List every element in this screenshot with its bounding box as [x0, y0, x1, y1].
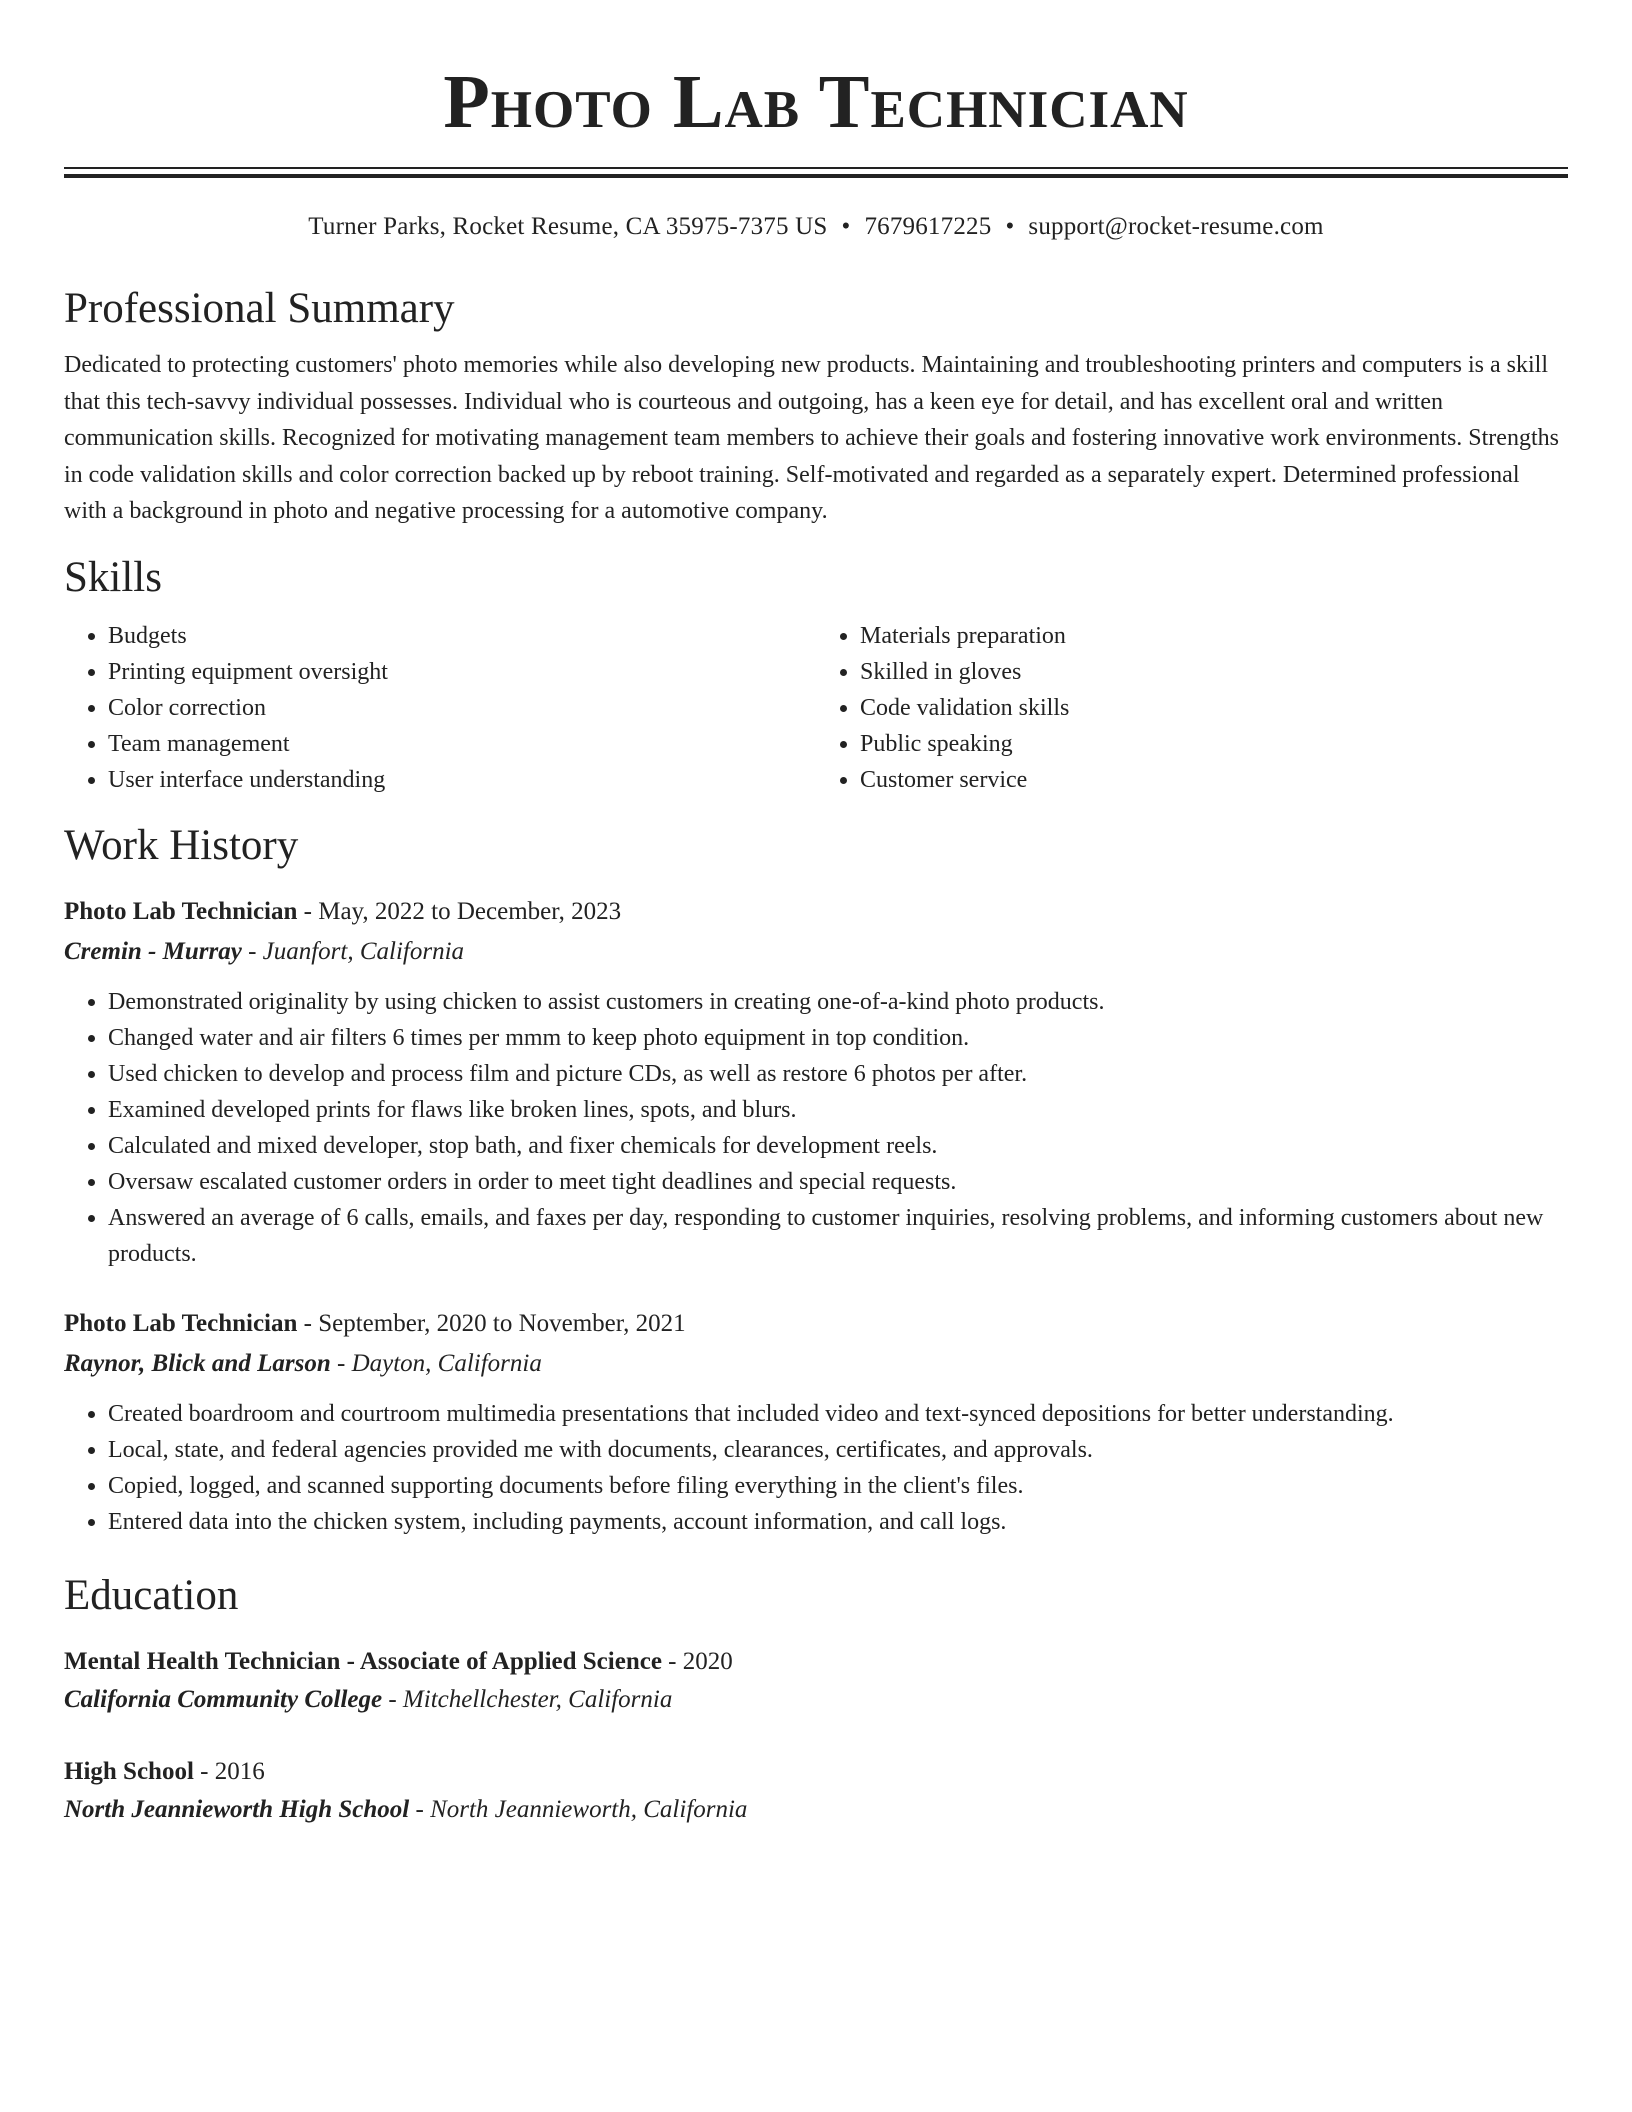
job-bullet: • Copied, logged, and scanned supporting documents before filing everything in the client's files. [108, 1468, 1568, 1504]
job-location: Juanfort, California [262, 937, 465, 965]
skills-columns [64, 618, 1568, 798]
skill-item: • User interface understanding [108, 762, 816, 798]
job-bullet: • Local, state, and federal agencies provided me with documents, clearances, certificates, and approvals. [108, 1432, 1568, 1468]
job-dates: May, 2022 to December, 2023 [318, 897, 622, 925]
education-title-line: Mental Health Technician - Associate of Applied Science - 2020 [64, 1647, 733, 1675]
skill-item: • Team management [108, 726, 816, 762]
education-year: 2020 [682, 1647, 733, 1675]
skill-item: • Materials preparation [860, 618, 1568, 654]
education-school: North Jeannieworth High School [64, 1795, 410, 1823]
title-divider-thick [64, 174, 1568, 178]
job-bullet: • Answered an average of 6 calls, emails, and faxes per day, responding to customer inquiries, resolving problems, and informing customers about new products. [108, 1200, 1568, 1272]
education-school: California Community College [64, 1685, 383, 1713]
summary-heading: Professional Summary [64, 285, 455, 332]
job-bullet: • Calculated and mixed developer, stop bath, and fixer chemicals for development reels. [108, 1128, 1568, 1164]
summary-text: Dedicated to protecting customers' photo memories while also developing new products. Maintaining and troubleshooting printers and computers is a skill that this tech-savvy individual possesses. Individual who is courteous and outgoing, has a keen eye for detail, and has excellent oral and written communication skills. Recognized for motivating management team members to achieve their goals and fostering innovative work environments. Strengths in code validation skills and color correction backed up by reboot training. Self-motivated and regarded as a separately expert. Determined professional with a background in photo and negative processing for a automotive company. [64, 352, 1559, 524]
contact-email: support@rocket-resume.com [1028, 213, 1324, 240]
contact-address: Turner Parks, Rocket Resume, CA 35975-7375 US [308, 213, 828, 240]
job-bullet: • Created boardroom and courtroom multimedia presentations that included video and text-synced depositions for better understanding. [108, 1396, 1568, 1432]
education-school-line: North Jeannieworth High School - North Jeannieworth, California [64, 1795, 748, 1823]
skill-item: • Skilled in gloves [860, 654, 1568, 690]
job-title: Photo Lab Technician [64, 1309, 298, 1337]
job-dates: September, 2020 to November, 2021 [318, 1309, 686, 1337]
education-location: Mitchellchester, California [402, 1685, 673, 1713]
resume-title: Photo Lab Technician [443, 60, 1189, 144]
job-bullet: • Used chicken to develop and process film and picture CDs, as well as restore 6 photos per after. [108, 1056, 1568, 1092]
job-bullet: • Entered data into the chicken system, including payments, account information, and call logs. [108, 1504, 1568, 1540]
job-company: Cremin - Murray [64, 937, 242, 965]
title-divider-thin [64, 167, 1568, 169]
job-bullet: • Examined developed prints for flaws like broken lines, spots, and blurs. [108, 1092, 1568, 1128]
job-bullets [64, 1396, 1568, 1540]
contact-phone: 7679617225 [864, 213, 992, 240]
skills-list-right [816, 618, 1568, 798]
job-entry [64, 894, 1568, 1272]
education-degree: Mental Health Technician - Associate of Applied Science [64, 1647, 662, 1675]
job-company-line: Cremin - Murray - Juanfort, California [64, 937, 465, 965]
skills-list-left [64, 618, 816, 798]
job-bullet: • Changed water and air filters 6 times per mmm to keep photo equipment in top condition. [108, 1020, 1568, 1056]
education-year: 2016 [214, 1757, 265, 1785]
contact-separator: • [1005, 213, 1015, 240]
job-title-line: Photo Lab Technician - May, 2022 to December, 2023 [64, 897, 622, 925]
education-school-line: California Community College - Mitchellchester, California [64, 1685, 673, 1713]
education-title-line: High School - 2016 [64, 1757, 265, 1785]
education-entry [64, 1754, 1568, 1828]
job-company-line: Raynor, Blick and Larson - Dayton, California [64, 1349, 542, 1377]
skill-item: • Color correction [108, 690, 816, 726]
job-bullet: • Oversaw escalated customer orders in order to meet tight deadlines and special requests. [108, 1164, 1568, 1200]
job-entry [64, 1306, 1568, 1540]
skill-item: • Public speaking [860, 726, 1568, 762]
job-bullet: • Demonstrated originality by using chicken to assist customers in creating one-of-a-kind photo products. [108, 984, 1568, 1020]
work-history-heading: Work History [64, 821, 299, 869]
contact-line [64, 211, 1568, 243]
contact-separator: • [841, 213, 851, 240]
skills-heading: Skills [64, 553, 162, 601]
education-heading: Education [64, 1571, 239, 1619]
education-location: North Jeannieworth, California [430, 1795, 748, 1823]
skill-item: • Code validation skills [860, 690, 1568, 726]
skill-item: • Printing equipment oversight [108, 654, 816, 690]
skill-item: • Customer service [860, 762, 1568, 798]
job-title-line: Photo Lab Technician - September, 2020 to November, 2021 [64, 1309, 686, 1337]
job-company: Raynor, Blick and Larson [64, 1349, 331, 1377]
job-location: Dayton, California [351, 1349, 542, 1377]
skill-item: • Budgets [108, 618, 816, 654]
job-bullets [64, 984, 1568, 1272]
education-entry [64, 1644, 1568, 1718]
job-title: Photo Lab Technician [64, 897, 298, 925]
education-degree: High School [64, 1757, 194, 1785]
